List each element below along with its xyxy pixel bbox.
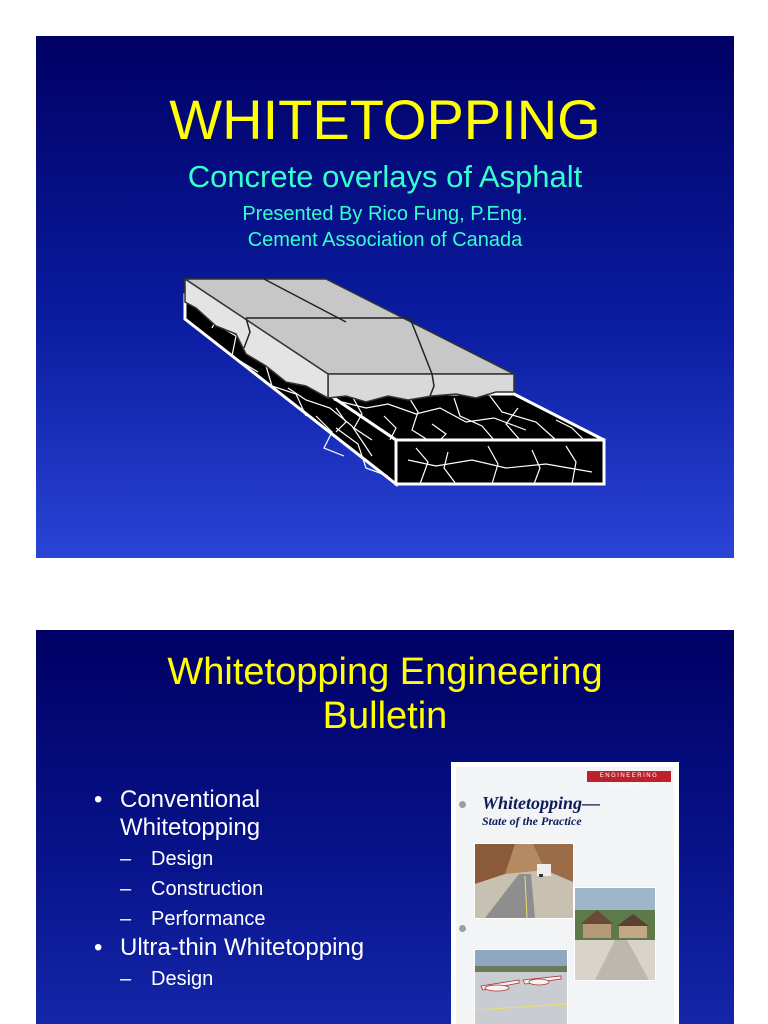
bullet-label: Ultra-thin Whitetopping: [120, 934, 365, 961]
binder-hole-icon: [459, 925, 466, 932]
title-slide: [36, 36, 734, 558]
sub-bullet-item: [94, 844, 394, 874]
dash-icon: –: [120, 968, 132, 990]
bulletin-banner: ENGINEERING BULLETIN: [587, 771, 671, 782]
residential-street-photo: [574, 887, 656, 981]
highway-photo: [474, 843, 574, 919]
bulletin-title: Whitetopping—: [482, 793, 601, 813]
presenter-organization: Cement Association of Canada: [247, 229, 523, 251]
sub-bullet-item: [94, 964, 394, 994]
bulletin-cover-image: [451, 762, 679, 1024]
slide-title-line-1: Whitetopping Engineering: [167, 651, 603, 693]
sub-bullet-item: [94, 874, 394, 904]
sub-bullet-item: [94, 904, 394, 934]
airport-apron-photo: [474, 949, 568, 1024]
presenter-name: Presented By Rico Fung, P.Eng.: [242, 203, 528, 225]
dash-icon: –: [120, 848, 132, 870]
bullet-dot-icon: •: [94, 934, 103, 961]
bullet-list: [94, 786, 394, 994]
slide-title: [36, 650, 734, 738]
sub-bullet-label: Design: [151, 848, 214, 870]
sub-bullet-label: Performance: [151, 908, 266, 930]
bullet-label: Conventional Whitetopping: [120, 786, 261, 841]
bullet-item: [94, 786, 394, 842]
dash-icon: –: [120, 908, 132, 930]
bulletin-cover-page: [456, 767, 674, 1024]
slide-subtitle: Concrete overlays of Asphalt: [187, 159, 583, 194]
slide-title-line-2: Bulletin: [322, 695, 448, 737]
bullet-item: [94, 934, 394, 962]
sub-bullet-label: Construction: [151, 878, 264, 900]
slide-title: WHITETOPPING: [169, 88, 601, 151]
binder-hole-icon: [459, 801, 466, 808]
dash-icon: –: [120, 878, 132, 900]
bulletin-slide: [36, 630, 734, 1024]
sub-bullet-label: Design: [151, 968, 214, 990]
bulletin-subtitle: State of the Practice: [482, 814, 582, 828]
bullet-dot-icon: •: [94, 786, 103, 813]
pavement-cross-section-illustration: [36, 36, 734, 558]
